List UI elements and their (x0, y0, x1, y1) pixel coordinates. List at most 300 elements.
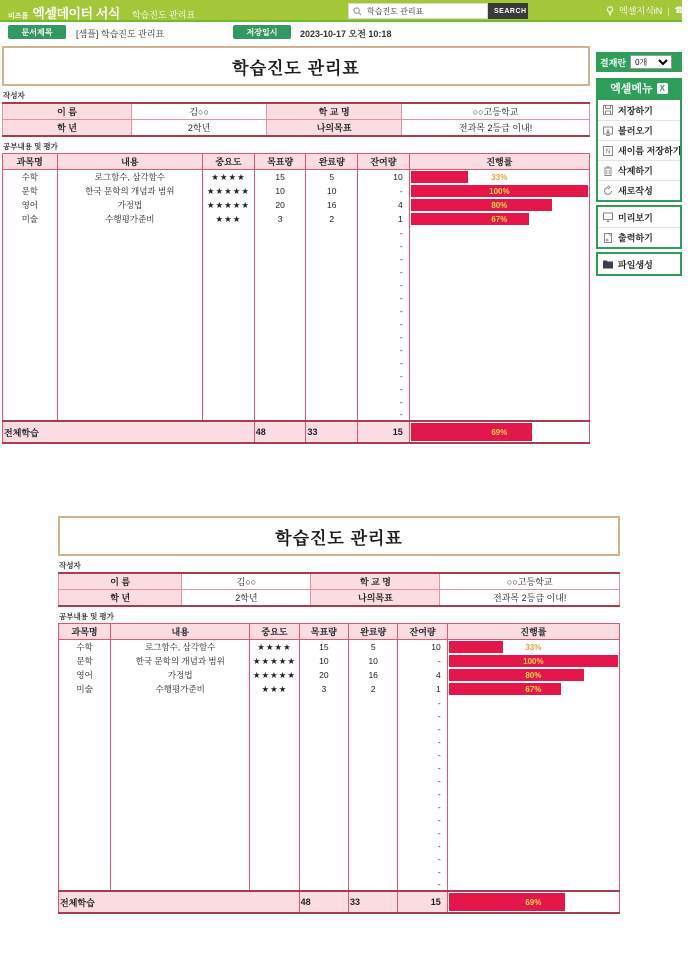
name-value-cell: 김○○ (132, 103, 267, 120)
cell-content (57, 265, 203, 278)
total-label-cell: 전체학습 (3, 421, 255, 443)
cell-target: 15 (299, 640, 348, 655)
header-done: 완료량 (306, 154, 358, 170)
cell-progress (409, 343, 589, 356)
cell-importance (250, 735, 299, 748)
cell-content (57, 382, 203, 395)
cell-importance (250, 748, 299, 761)
cell-done (349, 748, 398, 761)
menu-item-label: 새이름 저장하기 (618, 146, 682, 156)
sidebar (596, 52, 682, 276)
cell-content (111, 878, 250, 891)
cell-done (306, 252, 358, 265)
cell-remain: 10 (358, 170, 410, 185)
progress-label: 33% (525, 642, 542, 652)
author-table (58, 572, 620, 607)
cell-content (57, 395, 203, 408)
progress-label: 80% (525, 670, 542, 680)
cell-target (254, 278, 306, 291)
cell-content (111, 839, 250, 852)
cell-remain: - (358, 408, 410, 421)
table-row (3, 184, 590, 198)
cell-subject (59, 761, 111, 774)
search-area (348, 3, 528, 19)
cell-target: 10 (254, 184, 306, 198)
cell-importance (203, 369, 255, 382)
link-excel-knowledge[interactable]: 엑셀지식iN (619, 6, 663, 16)
cell-subject: 영어 (59, 668, 111, 682)
cell-importance (250, 826, 299, 839)
subbar (0, 22, 682, 42)
cell-importance (203, 304, 255, 317)
total-target-cell: 48 (254, 421, 306, 443)
empty-table-row (59, 826, 620, 839)
header-importance: 중요도 (203, 154, 255, 170)
cell-target (299, 813, 348, 826)
empty-table-row (3, 278, 590, 291)
cell-progress (409, 369, 589, 382)
cell-done (349, 852, 398, 865)
cell-remain: 1 (358, 212, 410, 226)
header-subject: 과목명 (3, 154, 58, 170)
cell-content (57, 226, 203, 239)
cell-progress (447, 696, 619, 709)
table-row (59, 590, 620, 607)
cell-progress (447, 826, 619, 839)
cell-subject (59, 774, 111, 787)
empty-table-row (3, 356, 590, 369)
cell-remain: - (398, 826, 447, 839)
cell-remain: - (398, 735, 447, 748)
cell-subject (3, 408, 58, 421)
cell-progress (409, 252, 589, 265)
cell-subject (59, 813, 111, 826)
cell-subject: 문학 (59, 654, 111, 668)
document-title-text: 학습진도 관리표 (275, 528, 403, 548)
cell-remain: 1 (398, 682, 447, 696)
topbar-links (606, 4, 700, 17)
search-input[interactable] (365, 6, 475, 17)
table-header-row (59, 624, 620, 640)
cell-remain: - (358, 184, 410, 198)
cell-importance: ★★★★★ (203, 198, 255, 212)
table-row (59, 668, 620, 682)
empty-table-row (59, 709, 620, 722)
header-remain: 잔여량 (398, 624, 447, 640)
menu-item-save[interactable] (598, 100, 680, 120)
empty-table-row (59, 865, 620, 878)
menu-item-open[interactable] (598, 120, 680, 140)
cell-content: 수행평가준비 (111, 682, 250, 696)
cell-progress (409, 291, 589, 304)
cell-target (254, 330, 306, 343)
cell-subject (3, 317, 58, 330)
cell-progress (409, 395, 589, 408)
cell-subject: 영어 (3, 198, 58, 212)
cell-target (299, 800, 348, 813)
cell-target (299, 878, 348, 891)
menu-item-label: 저장하기 (618, 105, 653, 116)
cell-remain: - (398, 865, 447, 878)
cell-importance (203, 408, 255, 421)
empty-table-row (3, 395, 590, 408)
save-as-icon (602, 145, 614, 157)
cell-subject (3, 291, 58, 304)
table-header-row (3, 154, 590, 170)
school-value-cell: ○○고등학교 (440, 573, 620, 590)
progress-label: 69% (491, 427, 508, 437)
cell-subject (3, 226, 58, 239)
cell-importance (203, 330, 255, 343)
empty-table-row (59, 735, 620, 748)
cell-importance: ★★★★ (203, 170, 255, 185)
cell-done (306, 317, 358, 330)
cell-importance (250, 774, 299, 787)
spreadsheet-document-preview (58, 516, 620, 914)
name-value-cell: 김○○ (182, 573, 311, 590)
cell-content (57, 291, 203, 304)
cell-remain: - (398, 852, 447, 865)
table-row (3, 170, 590, 185)
table-row (59, 640, 620, 655)
cell-done: 16 (349, 668, 398, 682)
total-target-cell: 48 (299, 891, 348, 913)
cell-target (299, 735, 348, 748)
empty-table-row (3, 330, 590, 343)
cell-remain: - (398, 787, 447, 800)
excel-menu-header (596, 78, 682, 98)
cell-remain: - (358, 304, 410, 317)
cell-done (306, 356, 358, 369)
header-subject: 과목명 (59, 624, 111, 640)
progress-label: 67% (525, 684, 542, 694)
empty-table-row (59, 878, 620, 891)
cell-content (57, 239, 203, 252)
cell-progress (409, 198, 589, 212)
document-title: [샘플] 학습진도 관리표 (76, 29, 165, 39)
cell-target (299, 787, 348, 800)
menu-item-label: 파일생성 (618, 259, 653, 270)
cell-progress (409, 317, 589, 330)
link-phone-truncated[interactable]: 엑 (690, 6, 700, 16)
empty-table-row (59, 787, 620, 800)
excel-menu-title: 엑셀메뉴 (610, 83, 653, 95)
progress-label: 100% (523, 656, 544, 666)
cell-content (57, 408, 203, 421)
cell-target (299, 709, 348, 722)
cell-target (254, 382, 306, 395)
cell-done (349, 826, 398, 839)
cell-target (254, 343, 306, 356)
empty-table-row (3, 343, 590, 356)
grade-value-cell: 2학년 (182, 590, 311, 607)
cell-importance: ★★★★★ (250, 668, 299, 682)
empty-table-row (3, 369, 590, 382)
empty-table-row (59, 852, 620, 865)
empty-table-row (59, 748, 620, 761)
cell-content (57, 369, 203, 382)
school-value-cell: ○○고등학교 (402, 103, 590, 120)
header-target: 목표량 (299, 624, 348, 640)
cell-importance (250, 709, 299, 722)
cell-done (349, 696, 398, 709)
cell-target (254, 265, 306, 278)
progress-label: 69% (525, 897, 542, 907)
cell-subject (59, 800, 111, 813)
cell-progress (409, 408, 589, 421)
study-table (58, 623, 620, 914)
cell-done (349, 865, 398, 878)
cell-progress (447, 709, 619, 722)
saved-at-badge: 저장일시 (233, 25, 291, 39)
header-importance: 중요도 (250, 624, 299, 640)
cell-importance (203, 317, 255, 330)
cell-subject: 미술 (59, 682, 111, 696)
cell-subject (3, 239, 58, 252)
cell-done (349, 800, 398, 813)
total-done-cell: 33 (306, 421, 358, 443)
cell-progress (409, 356, 589, 369)
empty-table-row (59, 722, 620, 735)
cell-content: 수행평가준비 (57, 212, 203, 226)
table-row (3, 212, 590, 226)
cell-done (349, 878, 398, 891)
cell-progress (409, 184, 589, 198)
cell-remain: - (398, 696, 447, 709)
cell-importance: ★★★ (203, 212, 255, 226)
cell-done: 5 (349, 640, 398, 655)
cell-progress (447, 748, 619, 761)
cell-remain: - (398, 761, 447, 774)
cell-done (306, 330, 358, 343)
header-progress: 진행률 (409, 154, 589, 170)
cell-target (299, 865, 348, 878)
menu-item-label: 출력하기 (618, 233, 653, 243)
cell-target: 3 (299, 682, 348, 696)
author-table (2, 102, 590, 137)
cell-importance (203, 239, 255, 252)
cell-remain: - (358, 369, 410, 382)
topbar (0, 0, 700, 22)
cell-progress (447, 813, 619, 826)
cell-progress (447, 668, 619, 682)
school-label-cell: 학 교 명 (311, 573, 440, 590)
cell-importance (250, 839, 299, 852)
header-content: 내용 (57, 154, 203, 170)
goal-label-cell: 나의목표 (311, 590, 440, 607)
excel-icon: X (657, 83, 668, 94)
cell-progress (409, 212, 589, 226)
cell-remain: - (398, 748, 447, 761)
empty-table-row (3, 265, 590, 278)
cell-remain: - (358, 317, 410, 330)
cell-subject (59, 722, 111, 735)
approval-box (596, 52, 682, 72)
cell-progress (409, 304, 589, 317)
brand-logo[interactable] (8, 3, 195, 22)
cell-importance (203, 265, 255, 278)
doc-title-badge: 문서제목 (8, 25, 66, 39)
header-target: 목표량 (254, 154, 306, 170)
cell-progress (447, 722, 619, 735)
cell-importance (203, 252, 255, 265)
cell-content: 로그함수, 삼각함수 (57, 170, 203, 185)
header-progress: 진행률 (447, 624, 619, 640)
grade-label-cell: 학 년 (3, 120, 132, 137)
cell-done (349, 761, 398, 774)
header-content: 내용 (111, 624, 250, 640)
cell-content (57, 356, 203, 369)
cell-done (349, 839, 398, 852)
cell-content (111, 865, 250, 878)
cell-target: 15 (254, 170, 306, 185)
topbar-page-title: 학습진도 관리표 (131, 10, 196, 20)
cell-subject (59, 748, 111, 761)
grade-value-cell: 2학년 (132, 120, 267, 137)
menu-item-label: 불러오기 (618, 126, 653, 136)
school-label-cell: 학 교 명 (267, 103, 402, 120)
cell-done (349, 787, 398, 800)
cell-importance (250, 696, 299, 709)
cell-content: 한국 문학의 개념과 범위 (111, 654, 250, 668)
lightbulb-icon (606, 6, 614, 16)
cell-done: 5 (306, 170, 358, 185)
cell-content (111, 735, 250, 748)
cell-subject (3, 252, 58, 265)
cell-subject: 문학 (3, 184, 58, 198)
cell-target (254, 317, 306, 330)
menu-item-delete[interactable] (598, 160, 680, 180)
cell-target (299, 761, 348, 774)
empty-table-row (59, 800, 620, 813)
cell-target: 20 (299, 668, 348, 682)
cell-content (111, 748, 250, 761)
menu-item-preview[interactable] (598, 207, 680, 227)
empty-table-row (3, 239, 590, 252)
cell-content (111, 774, 250, 787)
menu-item-file-create[interactable] (598, 254, 680, 274)
table-row (3, 198, 590, 212)
cell-subject (59, 709, 111, 722)
cell-progress (409, 382, 589, 395)
cell-importance (250, 722, 299, 735)
folder-icon (602, 258, 614, 270)
search-button[interactable]: SEARCH (488, 3, 528, 19)
cell-remain: - (398, 800, 447, 813)
cell-remain: 4 (398, 668, 447, 682)
cell-importance (250, 787, 299, 800)
empty-table-row (3, 252, 590, 265)
goal-value-cell: 전과목 2등급 이내! (440, 590, 620, 607)
cell-content (111, 826, 250, 839)
menu-item-label: 미리보기 (618, 212, 653, 223)
cell-remain: - (358, 226, 410, 239)
saved-at-value: 2023-10-17 오전 10:18 (300, 29, 392, 39)
cell-subject (3, 278, 58, 291)
cell-done (306, 395, 358, 408)
cell-importance: ★★★★★ (203, 184, 255, 198)
cell-done (306, 239, 358, 252)
cell-subject (59, 696, 111, 709)
cell-target (254, 291, 306, 304)
cell-remain: - (398, 722, 447, 735)
menu-item-print[interactable] (598, 227, 680, 247)
cell-target (299, 748, 348, 761)
cell-remain: - (358, 382, 410, 395)
name-label-cell: 이 름 (3, 103, 132, 120)
cell-progress (447, 865, 619, 878)
cell-subject (59, 787, 111, 800)
cell-remain: - (358, 356, 410, 369)
total-row (3, 421, 590, 443)
approval-count-select[interactable] (630, 55, 672, 69)
cell-progress (409, 239, 589, 252)
cell-done (349, 813, 398, 826)
document-title-text: 학습진도 관리표 (232, 58, 360, 78)
cell-progress (447, 839, 619, 852)
cell-content (111, 722, 250, 735)
cell-progress (409, 226, 589, 239)
cell-target (299, 722, 348, 735)
cell-subject: 수학 (59, 640, 111, 655)
print-icon (602, 232, 614, 244)
empty-table-row (3, 382, 590, 395)
menu-item-save-as[interactable] (598, 140, 680, 160)
cell-done (306, 226, 358, 239)
menu-group-file (596, 98, 682, 202)
cell-remain: - (358, 395, 410, 408)
cell-done: 2 (349, 682, 398, 696)
cell-subject: 미술 (3, 212, 58, 226)
cell-subject (3, 356, 58, 369)
cell-content (57, 317, 203, 330)
cell-remain: - (398, 878, 447, 891)
menu-group-file-create (596, 252, 682, 276)
cell-target: 3 (254, 212, 306, 226)
header-remain: 잔여량 (358, 154, 410, 170)
cell-done: 2 (306, 212, 358, 226)
cell-content: 가정법 (111, 668, 250, 682)
save-icon (602, 104, 614, 116)
empty-table-row (3, 291, 590, 304)
study-section-label: 공부내용 및 평가 (59, 612, 114, 621)
monitor-icon (602, 211, 614, 223)
menu-item-new[interactable] (598, 180, 680, 200)
cell-done (349, 735, 398, 748)
progress-label: 80% (491, 200, 508, 210)
cell-importance: ★★★★ (250, 640, 299, 655)
spreadsheet-document (2, 46, 590, 444)
table-row (59, 573, 620, 590)
cell-progress (409, 330, 589, 343)
cell-subject (3, 343, 58, 356)
menu-item-label: 새로작성 (618, 186, 653, 196)
cell-content (57, 252, 203, 265)
cell-subject (59, 865, 111, 878)
cell-subject (59, 826, 111, 839)
search-box (348, 3, 488, 19)
cell-content: 한국 문학의 개념과 범위 (57, 184, 203, 198)
cell-done (306, 265, 358, 278)
open-icon (602, 125, 614, 137)
cell-remain: - (358, 343, 410, 356)
total-progress-cell (409, 421, 589, 443)
cell-target (299, 839, 348, 852)
table-row (3, 103, 590, 120)
cell-remain: - (358, 265, 410, 278)
cell-progress (447, 852, 619, 865)
total-label-cell: 전체학습 (59, 891, 300, 913)
